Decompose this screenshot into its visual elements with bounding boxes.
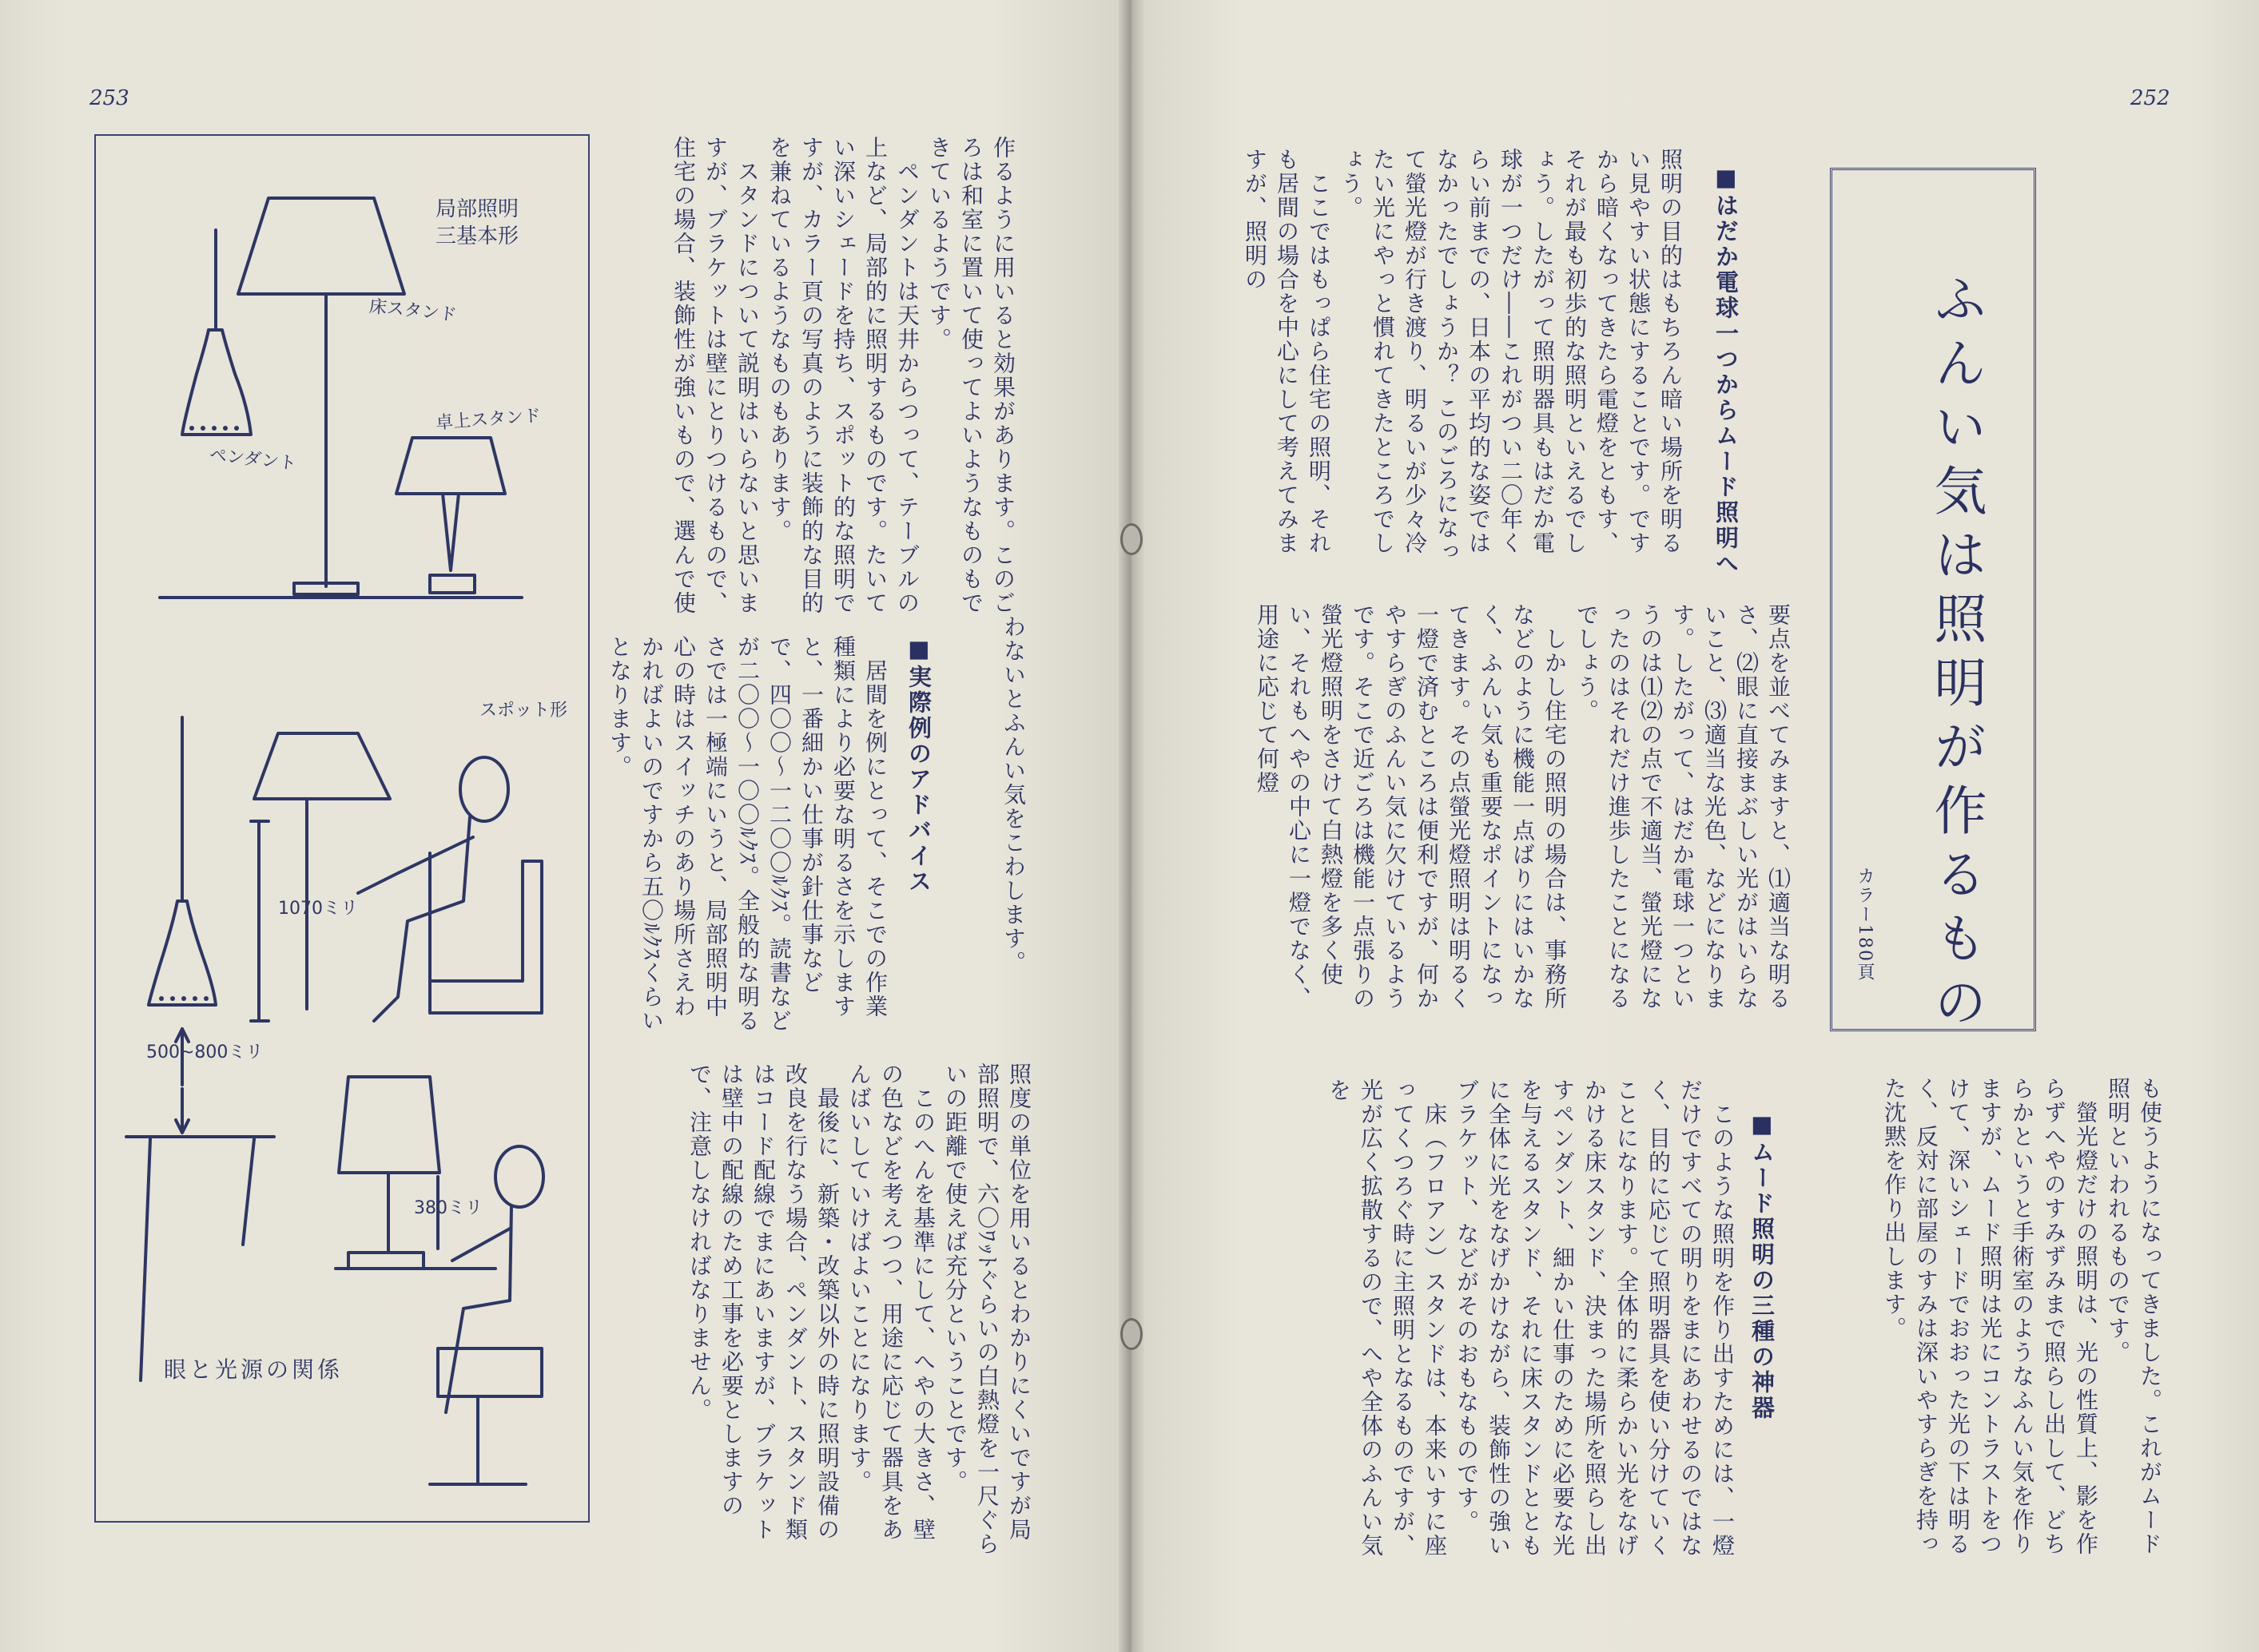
table-leg-left <box>141 1139 150 1380</box>
left-upper-text: 作るように用いると効果があります。このごろは和室に置いて使ってよいようなものもできているようです。 ペンダントは天井からつって、テーブルの上など、局部的に照明するものです。たいてい深いシェードを持ち、スポット的な照明ですが、カラー頁の写真のように装飾的な目的を兼ねているようなものもあります。 スタンドについて説明はいらないと思いますが、ブラケットは壁にとりつけるもので、住宅の場合、装飾性が強いもので、選んで使 <box>670 136 1016 615</box>
desk-lamp-shade <box>339 1077 439 1173</box>
section-heading-1: ■はだか電球一つからムード照明へ <box>1712 164 1740 577</box>
seated-person-arm <box>358 837 473 893</box>
page-number-left: 253 <box>89 86 129 110</box>
desk-person-arm <box>452 1229 510 1261</box>
label-floor-stand: 床スタンド <box>368 296 458 326</box>
right-lower-text-2: このような照明を作り出すためには、一燈だけですべての明りをまにあわせるのではなく、目的に応じて照明器具を使い分けていくことになります。全体的に柔らかい光をなげかける床スタンド、決まった場所を照らし出すペンダント、細かい仕事のために必要な光を与えるスタンド、それに床スタンドとともに全体に光をなげかけながら、装飾性の強いブラケット、などがそのおもなものです。 床（フロアン）スタンドは、本来いすに座ってくつろぐ時に主照明となるものですが、光が広く拡散するので、へや全体のふんい気を <box>1326 1078 1736 1558</box>
left-lower-text-1: 居間を例にとって、そこでの作業種類により必要な明るさを示しますと、一番細かい仕事が針仕事などで、四〇〇～一二〇〇ﾙｸｽ。読書などが二〇〇～一〇〇ﾙｸｽ。全般的な明るさでは一極端にいうと、局部照明中心の時はスイッチのあり場所さえわかればよいのですから五〇ﾙｸｽくらいとなります。 <box>607 635 889 1034</box>
book-gutter <box>1119 0 1144 1652</box>
pendant-shade-mid <box>149 901 216 1005</box>
seated-person-head <box>460 757 508 821</box>
figure-caption: 眼と光源の関係 <box>164 1356 344 1383</box>
desk-person-body <box>446 1206 511 1412</box>
label-dimension-500-800: 500~800ミリ <box>146 1042 264 1062</box>
label-spot: スポット形 <box>479 701 568 721</box>
section-heading-2: ■ムード照明の三種の神器 <box>1748 1110 1776 1421</box>
label-dimension-380: 380ミリ <box>414 1198 483 1218</box>
lamp-illustration <box>94 134 587 1519</box>
pendant-shade-top <box>182 330 251 435</box>
right-lower-text-1: も使うようになってきました。これがムード照明といわれるものです。 螢光燈だけの照明は、光の性質上、影を作らずへやのすみずみまで照らし出して、どちらかというと手術室のようなふんい気を作りますが、ムード照明は光にコントラストをつけて、深いシェードでおおった光の下は明るく、反対に部屋のすみは深いやすらぎを持った沈黙を作り出します。 <box>1881 1077 2163 1556</box>
staple-bottom <box>1120 1318 1143 1350</box>
left-lower-text-2: 照度の単位を用いるとわかりにくいですが局部照明で、六〇ﾜｯﾄぐらいの白熱燈を一尺ぐらいの距離で使えば充分ということです。 このへんを基準にして、へやの大きさ、壁の色などを考えつつ、用途に応じて器具をあんばいしていけばよいことになります。 最後に、新築・改築以外の時に照明設備の改良を行なう場合、ペンダント、スタンド類はコード配線でまにあいますが、ブラケットは壁中の配線のため工事を必要としますので、注意しなければなりません。 <box>686 1062 1032 1557</box>
article-title: ふんい気は照明が作るもの <box>1925 272 1987 1038</box>
right-intro-text: 照明の目的はもちろん暗い場所を明るい見やすい状態にすることです。ですから暗くなってきたら電燈をともす、それが最も初歩的な照明といえるでしょう。したがって照明器具もはだか電球が一つだけ――これがつい二〇年くらい前までの、日本の平均的な姿ではなかったでしょうか？ このごろになって螢光燈が行き渡り、明るいが少々冷たい光にやっと慣れてきたところでしょう。 ここではもっぱら住宅の照明、それも居間の場合を中心にして考えてみますが、照明の <box>1242 148 1684 564</box>
staple-top <box>1120 523 1143 555</box>
desk-stand-stem <box>443 494 459 570</box>
section-heading-3: ■実際例のアドバイス <box>905 635 933 895</box>
seated-person-body <box>374 817 470 1021</box>
armchair <box>430 853 542 1013</box>
page-number-right: 252 <box>2130 86 2170 110</box>
figure-title-line-2: 三基本形 <box>435 224 519 248</box>
desk-stand-base <box>430 575 475 593</box>
desk-stand-shade <box>396 438 505 494</box>
label-desk-stand: 卓上スタンド <box>435 406 542 434</box>
spot-lamp-shade <box>254 733 390 799</box>
label-pendant: ペンダント <box>208 445 298 475</box>
label-dimension-1070: 1070ミリ <box>278 899 358 919</box>
color-page-reference: カラー180頁 <box>1855 867 1875 982</box>
left-upper-tail-text: わないとふんい気をこわします。 <box>1000 615 1027 975</box>
table-leg-right <box>243 1139 254 1245</box>
floor-stand-shade <box>238 198 404 294</box>
desk-person-head <box>495 1146 543 1207</box>
desk-lamp-base <box>348 1253 424 1269</box>
right-middle-text: 要点を並べてみますと、⑴適当な明るさ、⑵眼に直接まぶしい光がはいらないこと、⑶適当な光色、などになります。したがって、はだか電球一つというのは⑴⑵の点で不適当、螢光燈になったのはそれだけ進歩したことになるでしょう。 しかし住宅の照明の場合は、事務所などのように機能一点ばりにはいかなく、ふんい気も重要なポイントになってきます。その点螢光燈照明は明るく一燈で済むところは便利ですが、何かやすらぎのふんい気に欠けているようです。そこで近ごろは機能一点張りの螢光燈照明をさけて白熱燈を多く使い、それもへやの中心に一燈でなく、用途に応じて何燈 <box>1254 603 1792 1011</box>
figure-title-line-1: 局部照明 <box>435 197 519 221</box>
figure-title <box>435 196 519 250</box>
